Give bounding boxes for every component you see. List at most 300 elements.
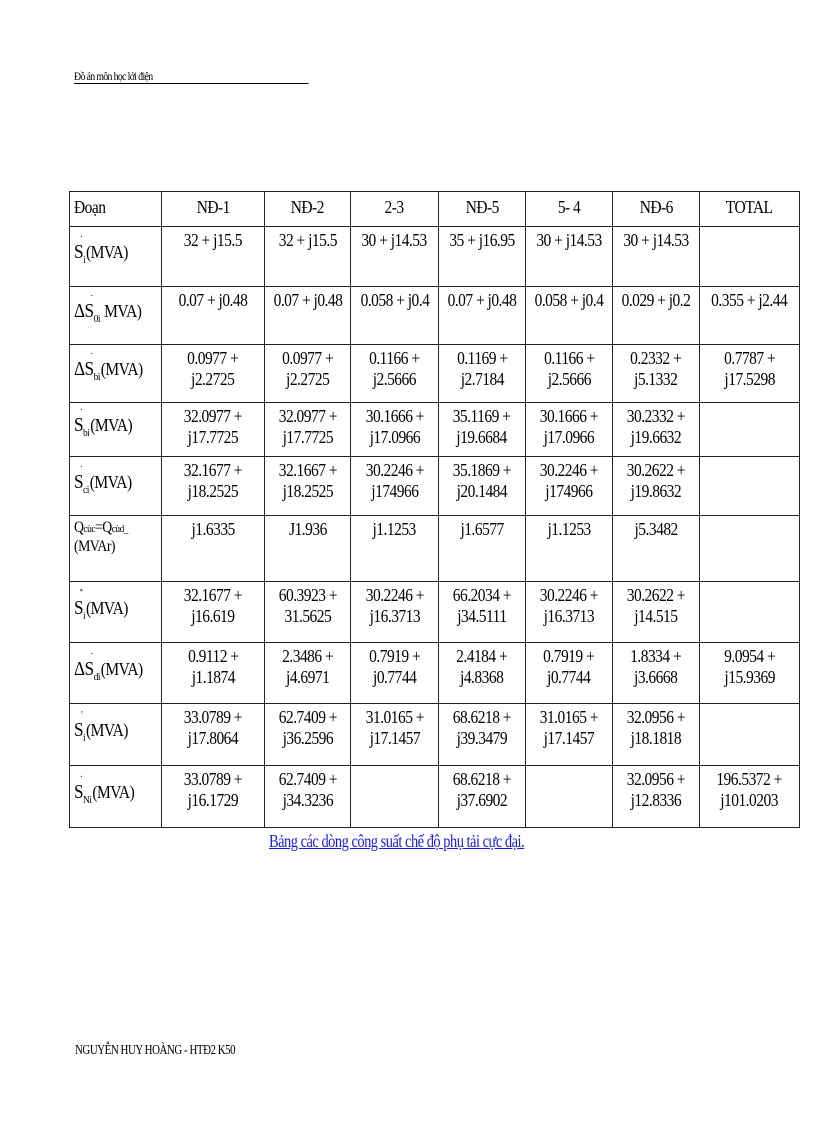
cell-line: 30 + j14.53 bbox=[623, 230, 689, 250]
row-label-cell bbox=[70, 403, 162, 457]
cell-value bbox=[540, 704, 598, 749]
cell-line: j36.2596 bbox=[282, 728, 333, 748]
row-label bbox=[74, 587, 128, 627]
label-subscript: i bbox=[83, 609, 86, 622]
cell-line: j37.6902 bbox=[456, 790, 508, 810]
cell-value bbox=[622, 287, 691, 311]
value-cell bbox=[700, 766, 800, 828]
cell-line: j3.6668 bbox=[634, 667, 678, 687]
cell-value bbox=[365, 704, 423, 749]
cell-value bbox=[278, 403, 336, 448]
cell-value bbox=[634, 516, 677, 540]
label-subscript: Ni bbox=[83, 794, 92, 806]
row-label-cell bbox=[70, 457, 162, 516]
value-cell bbox=[700, 643, 800, 704]
cell-value bbox=[273, 287, 342, 311]
value-cell bbox=[613, 766, 700, 828]
cell-line: 32.0977 + bbox=[278, 406, 337, 426]
cell-value bbox=[362, 227, 427, 251]
header-cell bbox=[265, 192, 351, 227]
value-cell bbox=[162, 227, 265, 287]
label-subscript: bi bbox=[93, 371, 100, 383]
value-cell bbox=[613, 457, 700, 516]
phasor-dot-icon: ' bbox=[81, 710, 83, 721]
cell-value bbox=[544, 345, 594, 390]
cell-line: j4.8368 bbox=[460, 667, 504, 687]
cell-line: 0.7787 + bbox=[723, 348, 776, 368]
value-cell bbox=[700, 516, 800, 582]
row-label-cell bbox=[70, 766, 162, 828]
row-label-cell bbox=[70, 227, 162, 287]
phasor-dot-icon: '' bbox=[80, 587, 83, 599]
cell-line: 35.1869 + bbox=[452, 460, 512, 480]
row-label-cell bbox=[70, 582, 162, 643]
symbol-letter: S bbox=[74, 719, 84, 741]
column-header: NĐ-5 bbox=[465, 197, 499, 217]
value-cell bbox=[526, 457, 613, 516]
value-cell bbox=[700, 457, 800, 516]
column-header: NĐ-6 bbox=[639, 197, 673, 217]
cell-value bbox=[453, 766, 511, 811]
cell-line: j174966 bbox=[545, 481, 593, 501]
symbol-letter: S bbox=[84, 358, 94, 380]
cell-line: j2.7184 bbox=[460, 369, 504, 389]
cell-value bbox=[717, 766, 782, 811]
row-label-cell bbox=[70, 704, 162, 766]
column-header: TOTAL bbox=[726, 197, 773, 217]
row-label bbox=[74, 232, 128, 271]
value-cell bbox=[700, 582, 800, 643]
row-label bbox=[74, 291, 142, 330]
value-cell bbox=[162, 766, 265, 828]
cell-line: j34.5111 bbox=[457, 606, 507, 626]
value-cell bbox=[439, 582, 526, 643]
phasor-dot-icon: · bbox=[79, 232, 83, 243]
value-cell bbox=[162, 516, 265, 582]
cell-value bbox=[448, 287, 517, 311]
table-row bbox=[70, 766, 800, 828]
cell-line: j101.0203 bbox=[720, 790, 779, 810]
cell-line: 33.0789 + bbox=[183, 769, 243, 789]
cell-line: 0.0977 + bbox=[187, 348, 239, 368]
power-flow-table bbox=[69, 191, 800, 828]
cell-line: 0.2332 + bbox=[630, 348, 682, 368]
cell-line: 0.1166 + bbox=[543, 348, 595, 368]
value-cell bbox=[351, 345, 439, 403]
cell-value bbox=[540, 582, 598, 627]
label-part: cùd_ bbox=[111, 523, 129, 535]
cell-line: j15.9369 bbox=[724, 667, 775, 687]
label-part: =Q bbox=[95, 519, 112, 536]
label-subscript: i bbox=[83, 732, 86, 744]
header-cell-segment bbox=[70, 192, 162, 227]
phasor-dot-icon: · bbox=[79, 461, 83, 473]
cell-line: j0.7744 bbox=[547, 667, 591, 687]
label-unit: (MVAr) bbox=[74, 538, 115, 555]
cell-line: j19.6684 bbox=[456, 427, 508, 447]
cell-line: j20.1484 bbox=[456, 481, 508, 501]
header-cell bbox=[439, 192, 526, 227]
value-cell bbox=[162, 345, 265, 403]
cell-value bbox=[453, 457, 511, 502]
value-cell bbox=[439, 766, 526, 828]
cell-line: 62.7409 + bbox=[278, 769, 337, 789]
cell-line: 31.0165 + bbox=[539, 707, 599, 727]
value-cell bbox=[700, 227, 800, 287]
power-symbol bbox=[74, 772, 84, 803]
cell-line: 31.0165 + bbox=[365, 707, 424, 727]
table-row bbox=[70, 457, 800, 516]
cell-value bbox=[627, 457, 685, 502]
power-symbol bbox=[74, 232, 84, 263]
symbol-letter: S bbox=[84, 657, 94, 680]
column-header: 5- 4 bbox=[557, 197, 581, 217]
cell-line: 68.6218 + bbox=[452, 769, 512, 789]
cell-line: 0.058 + j0.4 bbox=[360, 290, 429, 310]
value-cell bbox=[439, 287, 526, 345]
cell-line: 32.1667 + bbox=[278, 460, 337, 480]
label-unit: (MVA) bbox=[90, 415, 133, 435]
cell-line: 68.6218 + bbox=[452, 707, 512, 727]
delta-symbol: Δ bbox=[74, 300, 85, 322]
header-cell bbox=[526, 192, 613, 227]
cell-line: j17.5298 bbox=[724, 369, 775, 389]
cell-value bbox=[282, 643, 333, 688]
value-cell bbox=[526, 227, 613, 287]
cell-line: 30.2246 + bbox=[365, 585, 424, 605]
cell-line: j17.7725 bbox=[282, 427, 333, 447]
label-unit: (MVA) bbox=[86, 242, 128, 262]
cell-value bbox=[456, 643, 507, 688]
label-unit: (MVA) bbox=[100, 359, 143, 379]
cell-line: j174966 bbox=[370, 481, 419, 501]
value-cell bbox=[265, 287, 351, 345]
cell-value bbox=[460, 516, 503, 540]
table-row bbox=[70, 516, 800, 582]
delta-symbol: Δ bbox=[74, 657, 85, 680]
table-row bbox=[70, 643, 800, 704]
cell-value bbox=[188, 643, 238, 688]
row-label bbox=[74, 461, 132, 501]
power-symbol bbox=[74, 405, 84, 436]
row-label-cell bbox=[70, 345, 162, 403]
cell-value bbox=[179, 287, 248, 311]
cell-line: 30.2622 + bbox=[626, 460, 686, 480]
cell-line: j18.2525 bbox=[187, 481, 239, 501]
cell-value bbox=[630, 345, 681, 390]
value-cell bbox=[351, 403, 439, 457]
cell-value bbox=[184, 227, 242, 251]
label-part: cùc bbox=[83, 523, 96, 535]
column-header: NĐ-1 bbox=[196, 197, 230, 217]
cell-line: j2.2725 bbox=[285, 369, 330, 389]
page-header: Đồ án môn học lới điện bbox=[74, 70, 309, 84]
cell-line: 66.2034 + bbox=[452, 585, 512, 605]
power-symbol bbox=[84, 291, 94, 322]
phasor-dot-icon: · bbox=[90, 349, 93, 360]
delta-symbol: Δ bbox=[74, 358, 85, 380]
cell-value bbox=[623, 227, 688, 251]
value-cell bbox=[613, 403, 700, 457]
page-footer: NGUYỄN HUY HOÀNG - HTĐ2 K50 bbox=[75, 1043, 236, 1058]
label-unit: (MVA) bbox=[86, 597, 128, 618]
cell-line: 32.0977 + bbox=[183, 406, 243, 426]
cell-value bbox=[543, 643, 594, 688]
cell-line: j17.0966 bbox=[369, 427, 420, 447]
value-cell bbox=[613, 643, 700, 704]
power-symbol bbox=[84, 349, 94, 380]
cell-value bbox=[457, 345, 507, 390]
value-cell bbox=[265, 227, 351, 287]
cell-value bbox=[191, 516, 234, 540]
value-cell bbox=[162, 704, 265, 766]
cell-value bbox=[724, 643, 775, 688]
cell-value bbox=[184, 704, 242, 749]
value-cell bbox=[526, 704, 613, 766]
cell-line: j12.8336 bbox=[630, 790, 682, 810]
value-cell bbox=[265, 457, 351, 516]
value-cell bbox=[613, 582, 700, 643]
cell-value bbox=[453, 704, 511, 749]
cell-line: j2.2725 bbox=[191, 369, 235, 389]
value-cell bbox=[162, 457, 265, 516]
value-cell bbox=[700, 287, 800, 345]
value-cell bbox=[162, 287, 265, 345]
cell-line: 30.1666 + bbox=[539, 406, 599, 426]
table-caption-link[interactable]: Bảng các dòng công suất chế độ phụ tải cực đại. bbox=[269, 831, 525, 851]
cell-value bbox=[360, 287, 429, 311]
header-cell bbox=[351, 192, 439, 227]
cell-value bbox=[278, 227, 336, 251]
value-cell bbox=[162, 403, 265, 457]
value-cell bbox=[613, 227, 700, 287]
label-unit: MVA) bbox=[100, 301, 142, 321]
cell-line: 0.0977 + bbox=[281, 348, 334, 368]
table-row bbox=[70, 403, 800, 457]
cell-line: 30.1666 + bbox=[365, 406, 424, 426]
cell-line: 31.5625 bbox=[284, 606, 331, 626]
cell-line: 32.1677 + bbox=[183, 460, 243, 480]
cell-line: j5.1332 bbox=[634, 369, 678, 389]
cell-line: j2.5666 bbox=[372, 369, 417, 389]
table-row bbox=[70, 704, 800, 766]
cell-line: j1.6335 bbox=[191, 519, 235, 539]
table-row bbox=[70, 227, 800, 287]
value-cell bbox=[265, 403, 351, 457]
cell-line: 0.029 + j0.2 bbox=[621, 290, 691, 310]
cell-value bbox=[540, 403, 598, 448]
cell-value bbox=[724, 345, 775, 390]
cell-value bbox=[278, 582, 336, 627]
symbol-letter: S bbox=[74, 596, 84, 619]
cell-value bbox=[373, 516, 416, 540]
cell-value bbox=[184, 457, 242, 502]
cell-line: 0.7919 + bbox=[543, 646, 595, 666]
row-label bbox=[74, 648, 143, 688]
symbol-letter: S bbox=[74, 470, 84, 493]
cell-value bbox=[449, 227, 514, 251]
cell-line: 30.2622 + bbox=[626, 585, 686, 605]
value-cell bbox=[439, 516, 526, 582]
column-header: NĐ-2 bbox=[290, 197, 325, 217]
cell-line: j17.1457 bbox=[369, 728, 420, 748]
label-subscript: 0i bbox=[93, 313, 100, 325]
cell-value bbox=[278, 457, 336, 502]
cell-line: j19.8632 bbox=[630, 481, 682, 501]
cell-value bbox=[547, 516, 590, 540]
value-cell bbox=[439, 704, 526, 766]
label-subscript: i bbox=[83, 254, 86, 266]
row-label-cell bbox=[70, 516, 162, 582]
value-cell bbox=[526, 403, 613, 457]
cell-line: 0.7919 + bbox=[368, 646, 421, 666]
phasor-dot-icon: · bbox=[90, 648, 93, 660]
cell-line: 0.355 + j2.44 bbox=[711, 290, 788, 310]
cell-line: 32.0956 + bbox=[626, 707, 686, 727]
value-cell bbox=[351, 457, 439, 516]
label-unit: (MVA) bbox=[92, 782, 135, 802]
cell-value bbox=[365, 403, 423, 448]
cell-line: j1.1253 bbox=[372, 519, 417, 539]
cell-line: J1.936 bbox=[288, 519, 327, 539]
value-cell bbox=[613, 287, 700, 345]
cell-value bbox=[453, 403, 511, 448]
cell-value bbox=[627, 766, 685, 811]
cell-line: j5.3482 bbox=[634, 519, 678, 539]
value-cell bbox=[439, 457, 526, 516]
cell-line: 35 + j16.95 bbox=[449, 230, 515, 250]
cell-line: j19.6632 bbox=[630, 427, 682, 447]
cell-line: j17.7725 bbox=[187, 427, 239, 447]
header-label: Đoạn bbox=[74, 197, 106, 217]
table-header-row bbox=[70, 192, 800, 227]
value-cell bbox=[439, 227, 526, 287]
cell-value bbox=[711, 287, 787, 311]
label-unit: (MVA) bbox=[100, 658, 143, 679]
cell-line: 62.7409 + bbox=[278, 707, 337, 727]
cell-line: j4.6971 bbox=[285, 667, 330, 687]
cell-line: 30.2332 + bbox=[626, 406, 686, 426]
cell-line: 0.07 + j0.48 bbox=[447, 290, 517, 310]
header-cell bbox=[613, 192, 700, 227]
cell-value bbox=[289, 516, 327, 540]
row-label bbox=[74, 772, 135, 811]
cell-line: j18.2525 bbox=[282, 481, 333, 501]
value-cell bbox=[439, 345, 526, 403]
cell-line: j1.1874 bbox=[191, 667, 235, 687]
row-label-cell bbox=[70, 287, 162, 345]
cell-value bbox=[278, 766, 336, 811]
value-cell bbox=[265, 516, 351, 582]
cell-line: 0.1169 + bbox=[456, 348, 508, 368]
value-cell bbox=[162, 582, 265, 643]
table-row bbox=[70, 287, 800, 345]
cell-line: 30 + j14.53 bbox=[361, 230, 428, 250]
cell-line: j17.1457 bbox=[543, 728, 595, 748]
cell-value bbox=[535, 287, 604, 311]
value-cell bbox=[351, 582, 439, 643]
column-header: 2-3 bbox=[384, 197, 405, 217]
cell-line: j39.3479 bbox=[456, 728, 508, 748]
row-label bbox=[74, 710, 128, 749]
row-label-cell bbox=[70, 643, 162, 704]
cell-value bbox=[365, 457, 423, 502]
cell-value bbox=[184, 403, 242, 448]
cell-line: 2.3486 + bbox=[281, 646, 334, 666]
cell-line: j17.0966 bbox=[543, 427, 595, 447]
header-cell bbox=[162, 192, 265, 227]
cell-line: j16.3713 bbox=[543, 606, 595, 626]
cell-line: 0.07 + j0.48 bbox=[178, 290, 248, 310]
value-cell bbox=[700, 403, 800, 457]
cell-line: j1.6577 bbox=[460, 519, 504, 539]
value-cell bbox=[351, 643, 439, 704]
phasor-dot-icon: · bbox=[90, 291, 93, 302]
table-row bbox=[70, 582, 800, 643]
value-cell bbox=[351, 227, 439, 287]
cell-line: j17.8064 bbox=[187, 728, 239, 748]
cell-line: 32 + j15.5 bbox=[183, 230, 243, 250]
value-cell bbox=[265, 345, 351, 403]
cell-value bbox=[365, 582, 423, 627]
value-cell bbox=[613, 345, 700, 403]
cell-line: 0.058 + j0.4 bbox=[534, 290, 604, 310]
row-label bbox=[74, 349, 143, 388]
cell-line: j16.1729 bbox=[187, 790, 239, 810]
label-subscript: bi bbox=[83, 427, 90, 439]
value-cell bbox=[439, 403, 526, 457]
value-cell bbox=[613, 704, 700, 766]
cell-value bbox=[369, 643, 420, 688]
symbol-letter: S bbox=[84, 300, 94, 322]
table-row bbox=[70, 345, 800, 403]
value-cell bbox=[351, 516, 439, 582]
cell-line: j1.1253 bbox=[547, 519, 591, 539]
cell-line: 32.1677 + bbox=[183, 585, 243, 605]
value-cell bbox=[526, 582, 613, 643]
value-cell bbox=[613, 516, 700, 582]
cell-line: j0.7744 bbox=[372, 667, 417, 687]
cell-line: 2.4184 + bbox=[456, 646, 508, 666]
value-cell bbox=[526, 766, 613, 828]
value-cell bbox=[526, 516, 613, 582]
label-subscript: di bbox=[93, 670, 100, 683]
cell-line: 30.2246 + bbox=[539, 585, 599, 605]
value-cell bbox=[265, 643, 351, 704]
cell-line: 60.3923 + bbox=[278, 585, 337, 605]
value-cell bbox=[351, 287, 439, 345]
value-cell bbox=[700, 345, 800, 403]
symbol-letter: S bbox=[74, 781, 84, 803]
cell-line: 0.1166 + bbox=[369, 348, 420, 368]
row-label bbox=[74, 405, 133, 444]
value-cell bbox=[265, 582, 351, 643]
cell-line: 0.07 + j0.48 bbox=[273, 290, 342, 310]
value-cell bbox=[351, 766, 439, 828]
cell-line: j18.1818 bbox=[630, 728, 682, 748]
phasor-dot-icon: · bbox=[79, 772, 83, 783]
value-cell bbox=[700, 704, 800, 766]
row-label bbox=[74, 516, 128, 556]
label-unit: (MVA) bbox=[86, 720, 128, 740]
cell-value bbox=[278, 704, 336, 749]
cell-line: j16.619 bbox=[191, 606, 235, 626]
q-compensation-label bbox=[74, 519, 128, 555]
cell-line: 30 + j14.53 bbox=[536, 230, 602, 250]
cell-line: 32 + j15.5 bbox=[278, 230, 337, 250]
phasor-dot-icon: · bbox=[79, 405, 83, 416]
cell-line: 33.0789 + bbox=[183, 707, 243, 727]
